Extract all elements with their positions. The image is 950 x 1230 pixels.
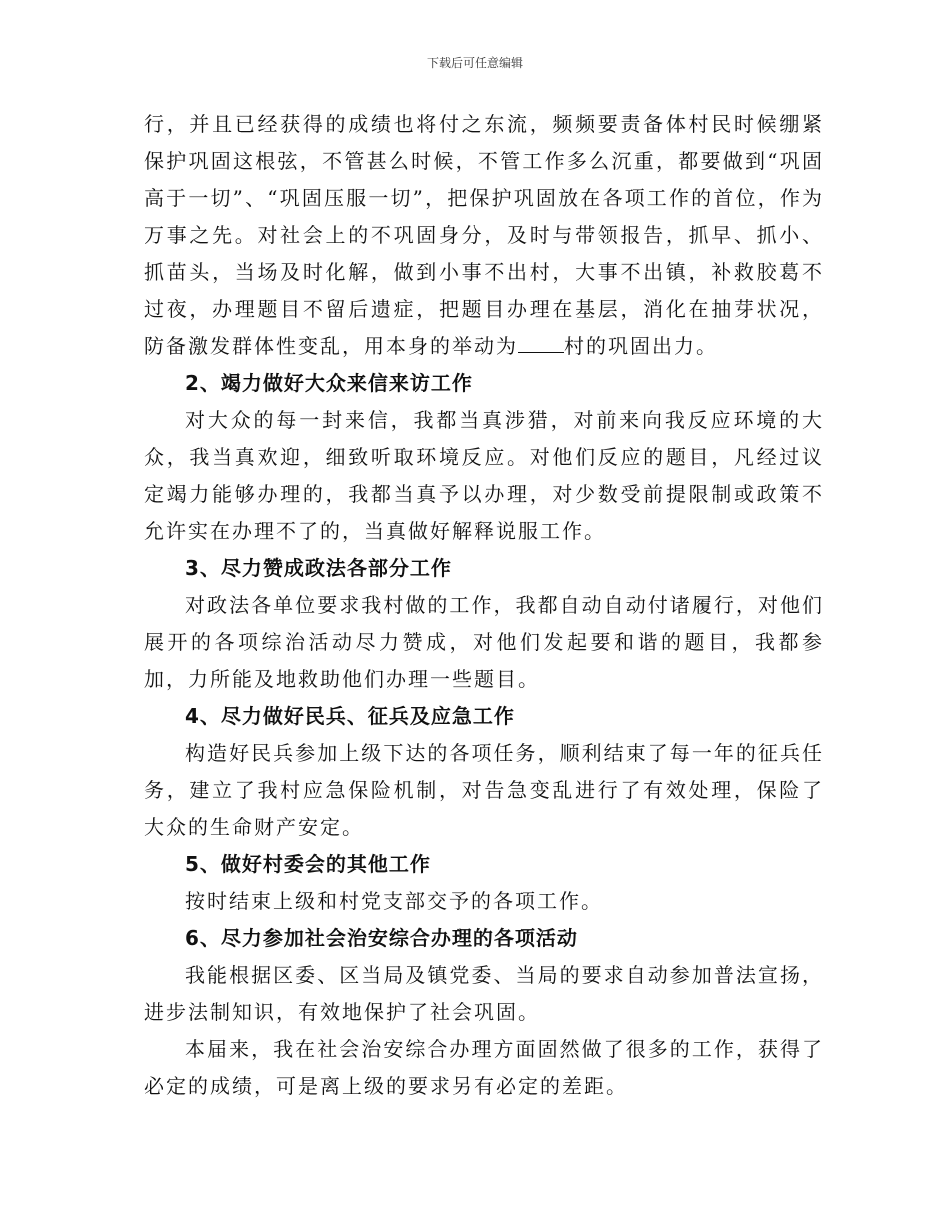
closing-paragraph: 本届来，我在社会治安综合办理方面固然做了很多的工作，获得了必定的成绩，可是离上级的要求另有必定的差距。	[144, 1037, 824, 1098]
section-body-6: 我能根据区委、区当局及镇党委、当局的要求自动参加普法宣扬，进步法制知识，有效地保护了社会巩固。	[144, 963, 824, 1024]
intro-paragraph	[144, 106, 824, 365]
section-heading-5: 5、做好村委会的其他工作	[185, 852, 431, 876]
section-body-5: 按时结束上级和村党支部交予的各项工作。	[185, 889, 603, 913]
fill-in-blank	[518, 334, 564, 353]
section-body-4: 构造好民兵参加上级下达的各项任务，顺利结束了每一年的征兵任务，建立了我村应急保险机制，对告急变乱进行了有效处理，保险了大众的生命财产安定。	[144, 741, 824, 839]
page-header-note: 下载后可任意编辑	[426, 56, 523, 70]
section-heading-4: 4、尽力做好民兵、征兵及应急工作	[185, 704, 515, 728]
intro-text: 行，并且已经获得的成绩也将付之东流，频频要责备体村民时候绷紧保护巩固这根弦，不管甚么时候，不管工作多么沉重，都要做到“巩固高于一切”、“巩固压服一切”，把保护巩固放在各项工作的首位，作为万事之先。对社会上的不巩固身分，及时与带领报告，抓早、抓小、抓苗头，当场及时化解，做到小事不出村，大事不出镇，补救胶葛不过夜，办理题目不留后遗症，把题目办理在基层，消化在抽芽状况，防备激发群体性变乱，用本身的举动为	[144, 112, 824, 358]
section-body-2: 对大众的每一封来信，我都当真涉猎，对前来向我反应环境的大众，我当真欢迎，细致听取环境反应。对他们反应的题目，凡经过议定竭力能够办理的，我都当真予以办理，对少数受前提限制或政策不允许实在办理不了的，当真做好解释说服工作。	[144, 408, 824, 543]
section-heading-6: 6、尽力参加社会治安综合办理的各项活动	[185, 926, 578, 950]
section-heading-2: 2、竭力做好大众来信来访工作	[185, 371, 473, 395]
section-body-3: 对政法各单位要求我村做的工作，我都自动自动付诸履行，对他们展开的各项综治活动尽力赞成，对他们发起要和谐的题目，我都参加，力所能及地救助他们办理一些题目。	[144, 593, 824, 691]
section-heading-3: 3、尽力赞成政法各部分工作	[185, 556, 452, 580]
intro-text-end: 村的巩固出力。	[564, 334, 718, 358]
document-body	[144, 106, 824, 1105]
